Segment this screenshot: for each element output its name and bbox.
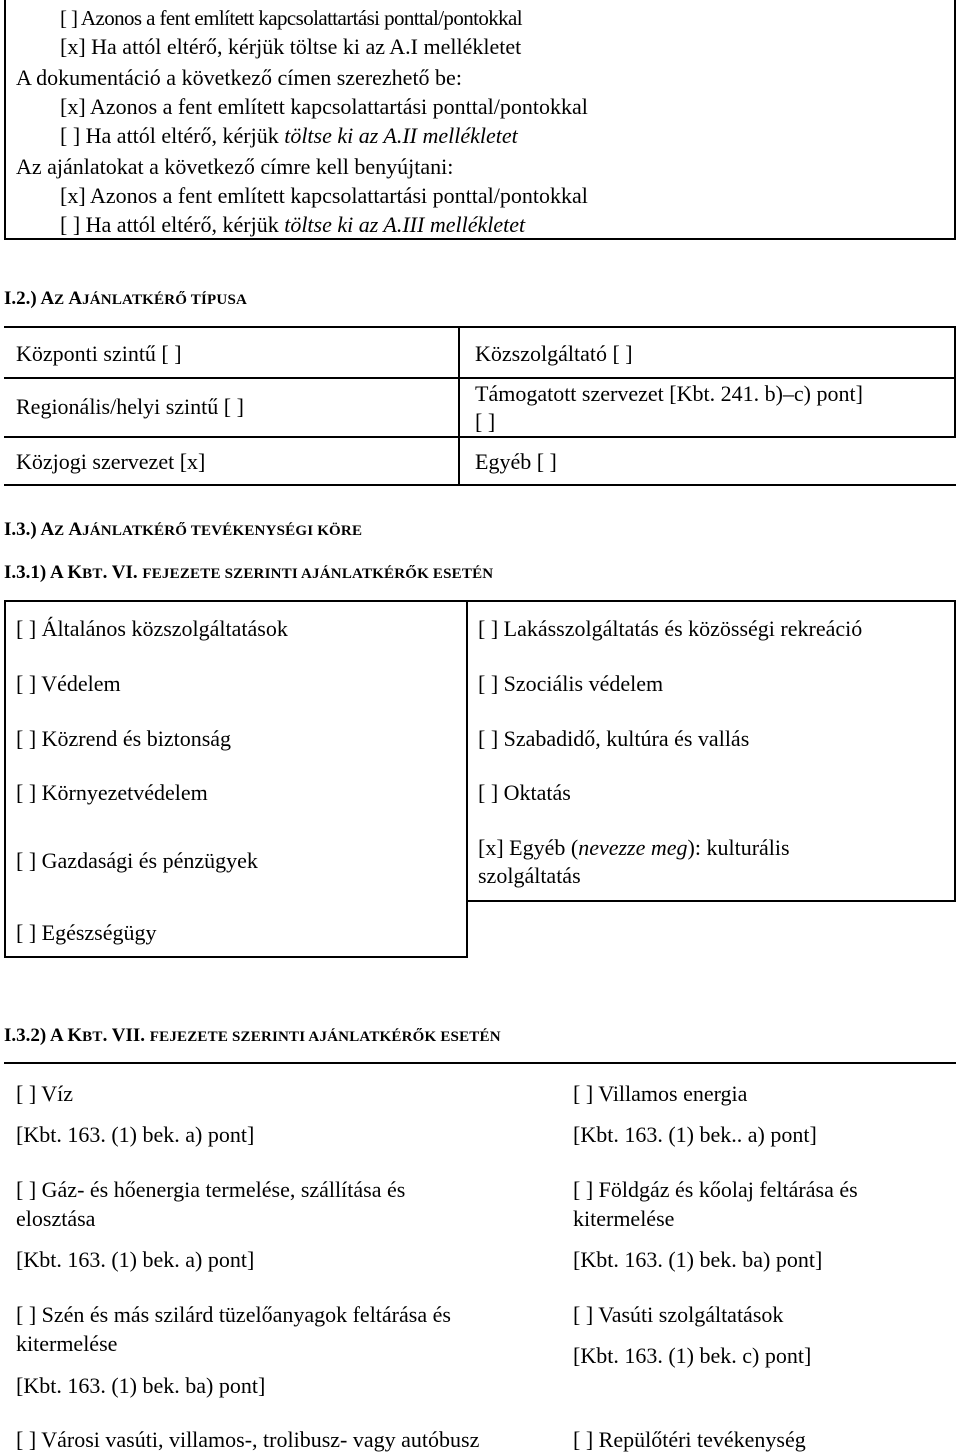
sector-urban-transport: [ ] Városi vasúti, villamos-, trolibusz- vagy autóbusz <box>16 1427 480 1452</box>
sector-gas-heat-ref: [Kbt. 163. (1) bek. a) pont] <box>16 1247 255 1272</box>
section-heading-i32: I.3.2) A KBT. VII. FEJEZETE SZERINTI AJÁNLATKÉRŐK ESETÉN <box>4 1025 501 1046</box>
authority-supported-1: Támogatott szervezet [Kbt. 241. b)–c) pont] <box>475 381 863 406</box>
authority-regional: Regionális/helyi szintű [ ] <box>16 394 244 419</box>
activity-other-line2: szolgáltatás <box>478 863 581 888</box>
contact-line-5: [ ] Ha attól eltérő, kérjük töltse ki az A.II mellékletet <box>60 123 518 148</box>
activity-education: [ ] Oktatás <box>478 780 571 805</box>
sector-airport: [ ] Repülőtéri tevékenység <box>573 1427 806 1452</box>
sector-oil-gas-ref: [Kbt. 163. (1) bek. ba) pont] <box>573 1247 823 1272</box>
section-heading-i2: I.2.) AZ AJÁNLATKÉRŐ TÍPUSA <box>4 288 248 309</box>
contact-line-3: A dokumentáció a következő címen szerezhető be: <box>16 65 462 90</box>
sector-railway: [ ] Vasúti szolgáltatások <box>573 1302 784 1327</box>
activity-environment: [ ] Környezetvédelem <box>16 780 208 805</box>
authority-utility: Közszolgáltató [ ] <box>475 341 633 366</box>
activity-defence: [ ] Védelem <box>16 671 121 696</box>
box-right-border <box>954 0 956 240</box>
sector-coal-line2: kitermelése <box>16 1331 118 1356</box>
activity-other: [x] Egyéb (nevezze meg): kulturális <box>478 835 790 860</box>
activity-social: [ ] Szociális védelem <box>478 671 664 696</box>
authority-public-law: Közjogi szervezet [x] <box>16 449 206 474</box>
activity-health: [ ] Egészségügy <box>16 920 157 945</box>
sector-coal: [ ] Szén és más szilárd tüzelőanyagok feltárása és <box>16 1302 451 1327</box>
sector-electricity-ref: [Kbt. 163. (1) bek.. a) pont] <box>573 1122 817 1147</box>
contact-line-8: [ ] Ha attól eltérő, kérjük töltse ki az A.III mellékletet <box>60 212 526 237</box>
activity-public-order: [ ] Közrend és biztonság <box>16 726 232 751</box>
section-heading-i3: I.3.) AZ AJÁNLATKÉRŐ TEVÉKENYSÉGI KÖRE <box>4 519 363 540</box>
contact-line-6: Az ajánlatokat a következő címre kell benyújtani: <box>16 154 454 179</box>
activity-housing: [ ] Lakásszolgáltatás és közösségi rekreáció <box>478 616 863 641</box>
authority-central: Központi szintű [ ] <box>16 341 182 366</box>
box-left-border <box>4 0 6 240</box>
contact-line-2: [x] Ha attól eltérő, kérjük töltse ki az A.I mellékletet <box>60 34 522 59</box>
authority-supported-2: [ ] <box>475 409 496 434</box>
sector-oil-gas-line2: kitermelése <box>573 1206 675 1231</box>
activity-recreation: [ ] Szabadidő, kultúra és vallás <box>478 726 750 751</box>
sector-water: [ ] Víz <box>16 1081 74 1106</box>
sector-gas-heat: [ ] Gáz- és hőenergia termelése, szállítása és <box>16 1177 406 1202</box>
sector-electricity: [ ] Villamos energia <box>573 1081 748 1106</box>
sector-water-ref: [Kbt. 163. (1) bek. a) pont] <box>16 1122 255 1147</box>
activity-economic: [ ] Gazdasági és pénzügyek <box>16 848 258 873</box>
contact-line-1: [ ] Azonos a fent említett kapcsolattartási ponttal/pontokkal <box>60 6 523 30</box>
section-heading-i31: I.3.1) A KBT. VI. FEJEZETE SZERINTI AJÁNLATKÉRŐK ESETÉN <box>4 562 494 583</box>
sector-oil-gas: [ ] Földgáz és kőolaj feltárása és <box>573 1177 858 1202</box>
sector-gas-heat-line2: elosztása <box>16 1206 96 1231</box>
sector-railway-ref: [Kbt. 163. (1) bek. c) pont] <box>573 1343 812 1368</box>
contact-line-4: [x] Azonos a fent említett kapcsolattartási ponttal/pontokkal <box>60 94 588 119</box>
contact-line-7: [x] Azonos a fent említett kapcsolattartási ponttal/pontokkal <box>60 183 588 208</box>
sector-coal-ref: [Kbt. 163. (1) bek. ba) pont] <box>16 1373 266 1398</box>
activity-general-public: [ ] Általános közszolgáltatások <box>16 616 288 641</box>
authority-other: Egyéb [ ] <box>475 449 557 474</box>
